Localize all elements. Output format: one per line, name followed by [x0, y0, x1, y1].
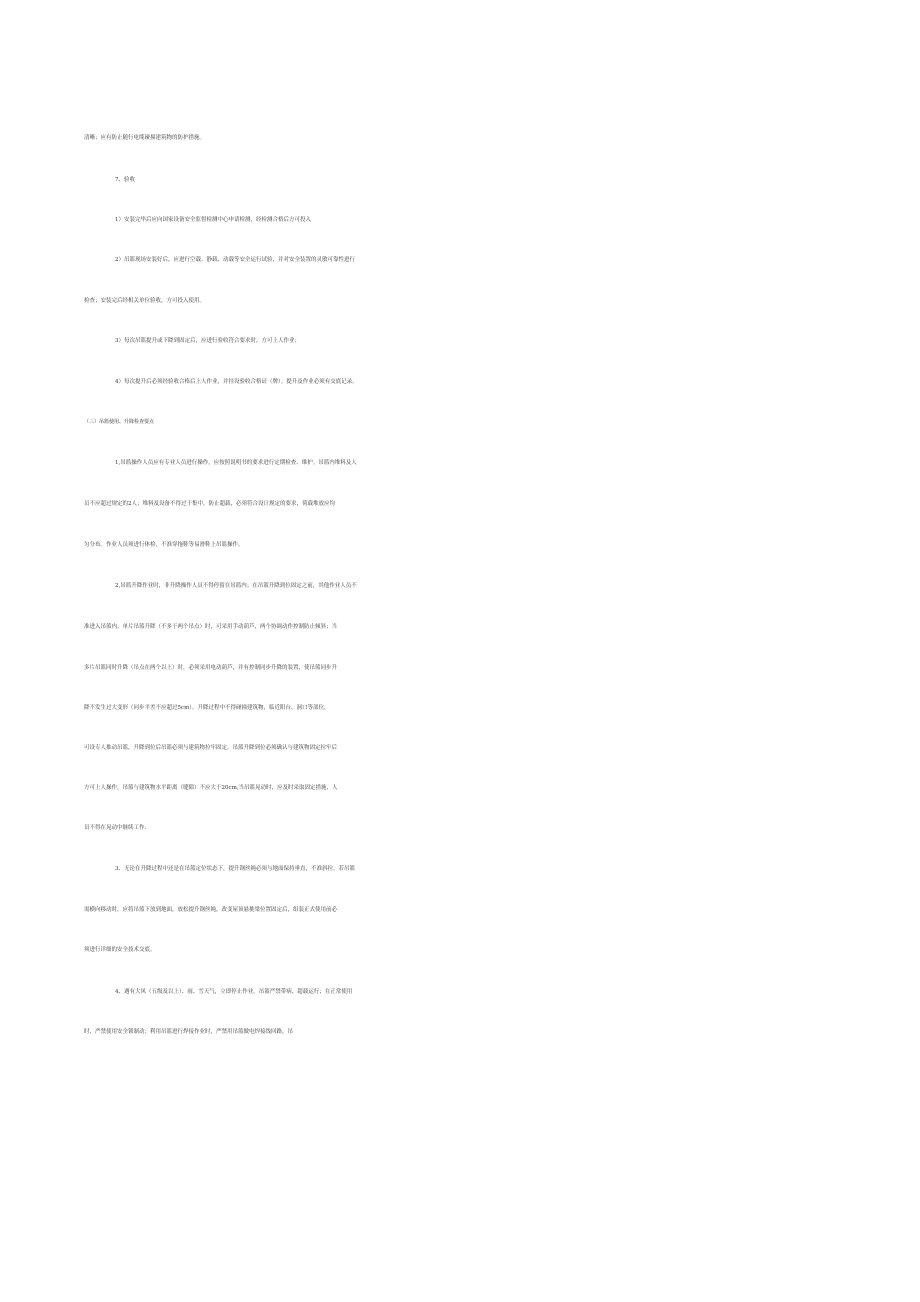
paragraph-line: 须进行详细的安全技术交底。 — [84, 947, 156, 953]
text-line: 检查；安装完后经相关单位验收，方可投入使用。 — [84, 298, 206, 304]
paragraph-line: 3、无论在升降过程中还是在吊篮定位状态下，提升钢丝绳必须与地面保持垂直，不准斜拉。若吊篮 — [115, 866, 356, 872]
paragraph-line: 降不发生过大变形（同步平差不应超过5cm）。升降过程中不得碰撞建筑物，临近阳台、洞口等部位， — [84, 705, 330, 711]
paragraph-line: 匀分布。作业人员须进行体检，不准穿拖鞋等易滑鞋上吊篮操作。 — [84, 542, 244, 548]
paragraph-line: 时，严禁使用安全锁制动；利用吊篮进行焊接作业时，严禁用吊篮做电焊接线回路，吊 — [84, 1029, 294, 1035]
paragraph-line: 4、遇有大风（五级及以上）、雨、雪天气，立即停止作业。吊篮严禁带病、超载运行；在正常使用 — [115, 989, 353, 995]
paragraph-line: 多片吊篮同时升降（吊点在两个以上）时，必须采用电动葫芦，并有控制同步升降的装置，使吊篮同步升 — [84, 665, 338, 671]
paragraph-line: 方可上人操作，吊篮与建筑物水平距离（缝隙）不应大于20cm,当吊篮晃动时，应及时采取固定措施，人 — [84, 785, 338, 791]
list-item: 1）安装完毕后应向国家设备安全监督检测中心申请检测，经检测合格后方可投入 — [115, 217, 312, 223]
text-line: 清晰；应有防止随行电缆碰撞建筑物的防护措施。 — [84, 135, 206, 141]
paragraph-line: 员不应超过规定的2人；堆料及设备不得过于集中，防止超载，必须符合设计规定的要求，荷载堆放应均 — [84, 501, 336, 507]
paragraph-line: 准进入吊篮内。单片吊篮升降（不多于两个吊点）时，可采用手动葫芦，两个协调动作控制防止倾斜；当 — [84, 624, 338, 630]
paragraph-line: 2,吊篮升降作业时，非升降操作人员不得停留在吊篮内；在吊篮升降到位固定之前，其他作业人员不 — [115, 583, 357, 589]
paragraph-line: 1,吊篮操作人员应有专业人员进行操作，应按照说明书的要求进行定期检查、维护。吊篮内堆料及人 — [115, 460, 357, 466]
section-heading: （三）吊篮使用、升降检查要点 — [84, 419, 155, 425]
paragraph-line: 可设专人推动吊篮，升降到位后吊篮必须与建筑物拉牢固定。吊篮升降到位必须确认与建筑物固定拉牢后 — [84, 745, 338, 751]
list-item: 3）每次吊篮提升或下降到固定后，应进行验收符合要求时，方可上人作业； — [115, 338, 301, 344]
section-7-heading: 7、验收 — [115, 177, 135, 183]
paragraph-line: 需横向移动时，应将吊篮下放到地面，放松提升钢丝绳，改变屋顶悬挑梁位置固定后，组装正式使用前必 — [84, 907, 338, 913]
list-item: 4）每次提升后必须经验收合格后上人作业，并挂设验收合格证（牌）。提升及作业必须有交底记录。 — [115, 379, 358, 385]
list-item: 2）吊篮现场安装好后，应进行空载、静载、动载等安全运行试验，并对安全装置的灵敏可靠性进行 — [115, 257, 356, 263]
paragraph-line: 员不得在晃动中继续工作. — [84, 825, 147, 831]
